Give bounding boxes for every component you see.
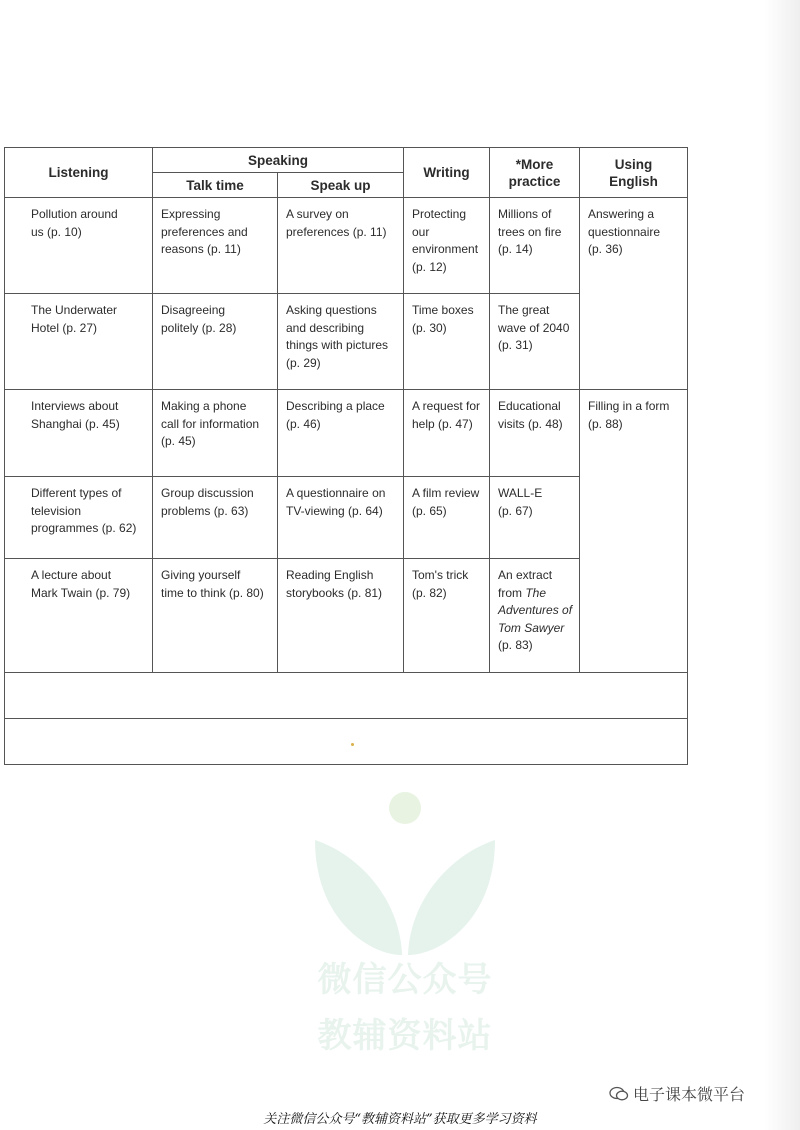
footer-note: 关注微信公众号“教辅资料站”获取更多学习资料	[263, 1112, 537, 1127]
cell-listening: A lecture about Mark Twain (p. 79)	[5, 559, 153, 673]
table-row-empty	[5, 719, 688, 765]
cell-writing: A film review (p. 65)	[404, 477, 490, 559]
watermark-right-leaf	[408, 840, 495, 955]
watermark-line-1: 微信公众号	[317, 960, 493, 1000]
cell-more-practice: Millions of trees on fire (p. 14)	[490, 198, 580, 294]
cell-talk-time: Disagreeing politely (p. 28)	[153, 294, 278, 390]
wechat-icon	[609, 1086, 629, 1102]
cell-more-practice: Educational visits (p. 48)	[490, 390, 580, 477]
table-row	[5, 390, 688, 477]
page-edge-shadow	[764, 0, 800, 1130]
header-more-practice: *More practice	[490, 148, 580, 198]
cell-listening: The Underwater Hotel (p. 27)	[5, 294, 153, 390]
header-speak-up: Speak up	[278, 173, 404, 198]
contents-table	[4, 147, 688, 765]
brand-text: 电子课本微平台	[633, 1085, 746, 1104]
header-using-english: Using English	[580, 148, 688, 198]
cell-talk-time: Expressing preferences and reasons (p. 11)	[153, 198, 278, 294]
paper-speck	[351, 743, 354, 746]
header-talk-time: Talk time	[153, 173, 278, 198]
header-speaking: Speaking	[153, 148, 404, 173]
cell-talk-time: Giving yourself time to think (p. 80)	[153, 559, 278, 673]
watermark-line-2: 教辅资料站	[317, 1016, 493, 1056]
header-writing: Writing	[404, 148, 490, 198]
cell-speak-up: A questionnaire on TV-viewing (p. 64)	[278, 477, 404, 559]
empty-row	[5, 719, 688, 765]
cell-talk-time: Making a phone call for information (p. 45)	[153, 390, 278, 477]
watermark-head	[389, 792, 421, 824]
cell-speak-up: Reading English storybooks (p. 81)	[278, 559, 404, 673]
cell-more-practice	[490, 559, 580, 673]
cell-listening: Different types of television programmes (p. 62)	[5, 477, 153, 559]
header-row-1	[5, 148, 688, 173]
contents-table-wrapper	[4, 147, 687, 766]
cell-listening: Pollution around us (p. 10)	[5, 198, 153, 294]
book-title: The Adventures of Tom Sawyer	[498, 585, 573, 635]
cell-speak-up: A survey on preferences (p. 11)	[278, 198, 404, 294]
watermark-left-leaf	[315, 840, 402, 955]
cell-speak-up: Asking questions and describing things with pictures (p. 29)	[278, 294, 404, 390]
brand-label	[609, 1082, 745, 1105]
cell-more-practice: The great wave of 2040 (p. 31)	[490, 294, 580, 390]
more-practice-suffix: (p. 83)	[498, 638, 533, 652]
cell-listening: Interviews about Shanghai (p. 45)	[5, 390, 153, 477]
more-practice-prefix: An extract from	[498, 568, 553, 600]
cell-more-practice: WALL-E (p. 67)	[490, 477, 580, 559]
cell-using-english: Filling in a form (p. 88)	[580, 390, 688, 673]
header-listening: Listening	[5, 148, 153, 198]
cell-speak-up: Describing a place (p. 46)	[278, 390, 404, 477]
table-row	[5, 198, 688, 294]
cell-writing: Tom's trick (p. 82)	[404, 559, 490, 673]
cell-talk-time: Group discussion problems (p. 63)	[153, 477, 278, 559]
cell-using-english: Answering a questionnaire (p. 36)	[580, 198, 688, 390]
empty-row	[5, 673, 688, 719]
table-row-empty	[5, 673, 688, 719]
cell-writing: Time boxes (p. 30)	[404, 294, 490, 390]
cell-writing: Protecting our environment (p. 12)	[404, 198, 490, 294]
cell-writing: A request for help (p. 47)	[404, 390, 490, 477]
